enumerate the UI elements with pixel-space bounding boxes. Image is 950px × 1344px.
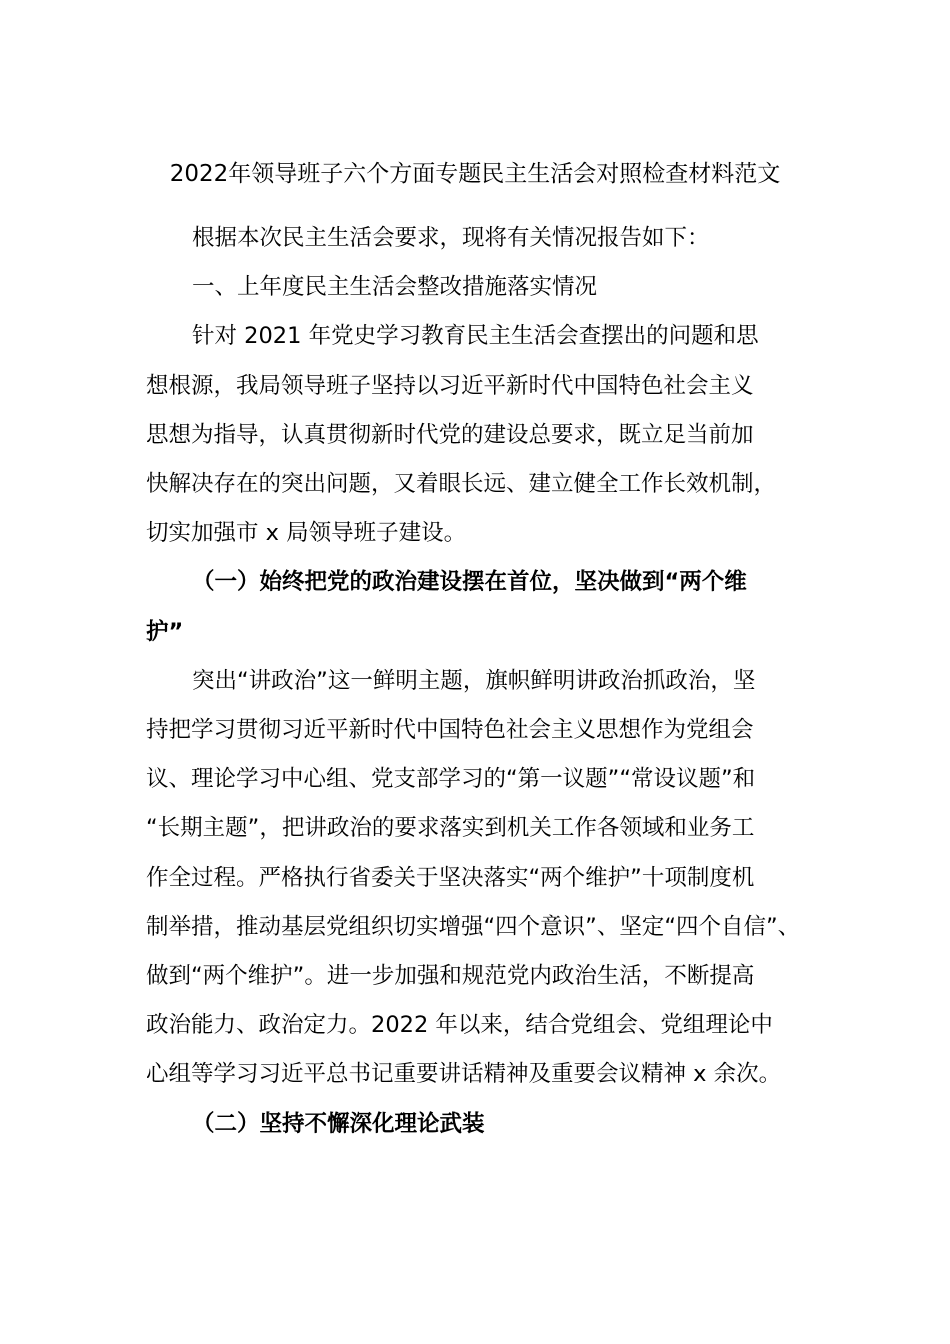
paragraph-line: 作全过程。严格执行省委关于坚决落实“两个维护”十项制度机 [146, 864, 755, 891]
subsection1-paragraph [146, 657, 806, 1100]
paragraph-line: 政治能力、政治定力。2022 年以来，结合党组会、党组理论中 [146, 1012, 773, 1039]
subsection-heading-line: （一）始终把党的政治建设摆在首位，坚决做到“两个维 [192, 569, 747, 596]
intro-line: 根据本次民主生活会要求，现将有关情况报告如下： [192, 225, 710, 251]
paragraph-line: 议、理论学习中心组、党支部学习的“第一议题”“常设议题”和 [146, 766, 756, 793]
paragraph-line: 突出“讲政治”这一鲜明主题，旗帜鲜明讲政治抓政治，坚 [192, 667, 756, 694]
paragraph-line: 心组等学习习近平总书记重要讲话精神及重要会议精神 x 余次。 [146, 1061, 782, 1088]
subsection2-heading [146, 1100, 806, 1149]
section1-heading-text: 一、上年度民主生活会整改措施落实情况 [192, 274, 598, 301]
subsection1-heading [146, 558, 806, 656]
document-title: 2022年领导班子六个方面专题民主生活会对照检查材料范文 [169, 161, 781, 187]
subsection-heading-line: 护” [146, 618, 184, 645]
paragraph-line: 快解决存在的突出问题，又着眼长远、建立健全工作长效机制， [146, 471, 777, 498]
paragraph-line: “长期主题”，把讲政治的要求落实到机关工作各领域和业务工 [146, 815, 755, 842]
paragraph-line: 做到“两个维护”。进一步加强和规范党内政治生活，不断提高 [146, 963, 755, 990]
section1-heading [146, 263, 806, 312]
paragraph-line: 思想为指导，认真贯彻新时代党的建设总要求，既立足当前加 [146, 421, 754, 448]
intro-paragraph [146, 214, 806, 263]
subsection-heading-line: （二）坚持不懈深化理论武装 [192, 1110, 485, 1137]
paragraph-line: 针对 2021 年党史学习教育民主生活会查摆出的问题和思 [192, 323, 759, 350]
paragraph-line: 制举措，推动基层党组织切实增强“四个意识”、坚定“四个自信”、 [146, 913, 801, 940]
paragraph-line: 切实加强市 x 局领导班子建设。 [146, 520, 467, 547]
document-body [146, 214, 806, 1149]
section1-paragraph [146, 312, 806, 558]
paragraph-line: 持把学习贯彻习近平新时代中国特色社会主义思想作为党组会 [146, 717, 754, 744]
paragraph-line: 想根源，我局领导班子坚持以习近平新时代中国特色社会主义 [146, 372, 754, 399]
